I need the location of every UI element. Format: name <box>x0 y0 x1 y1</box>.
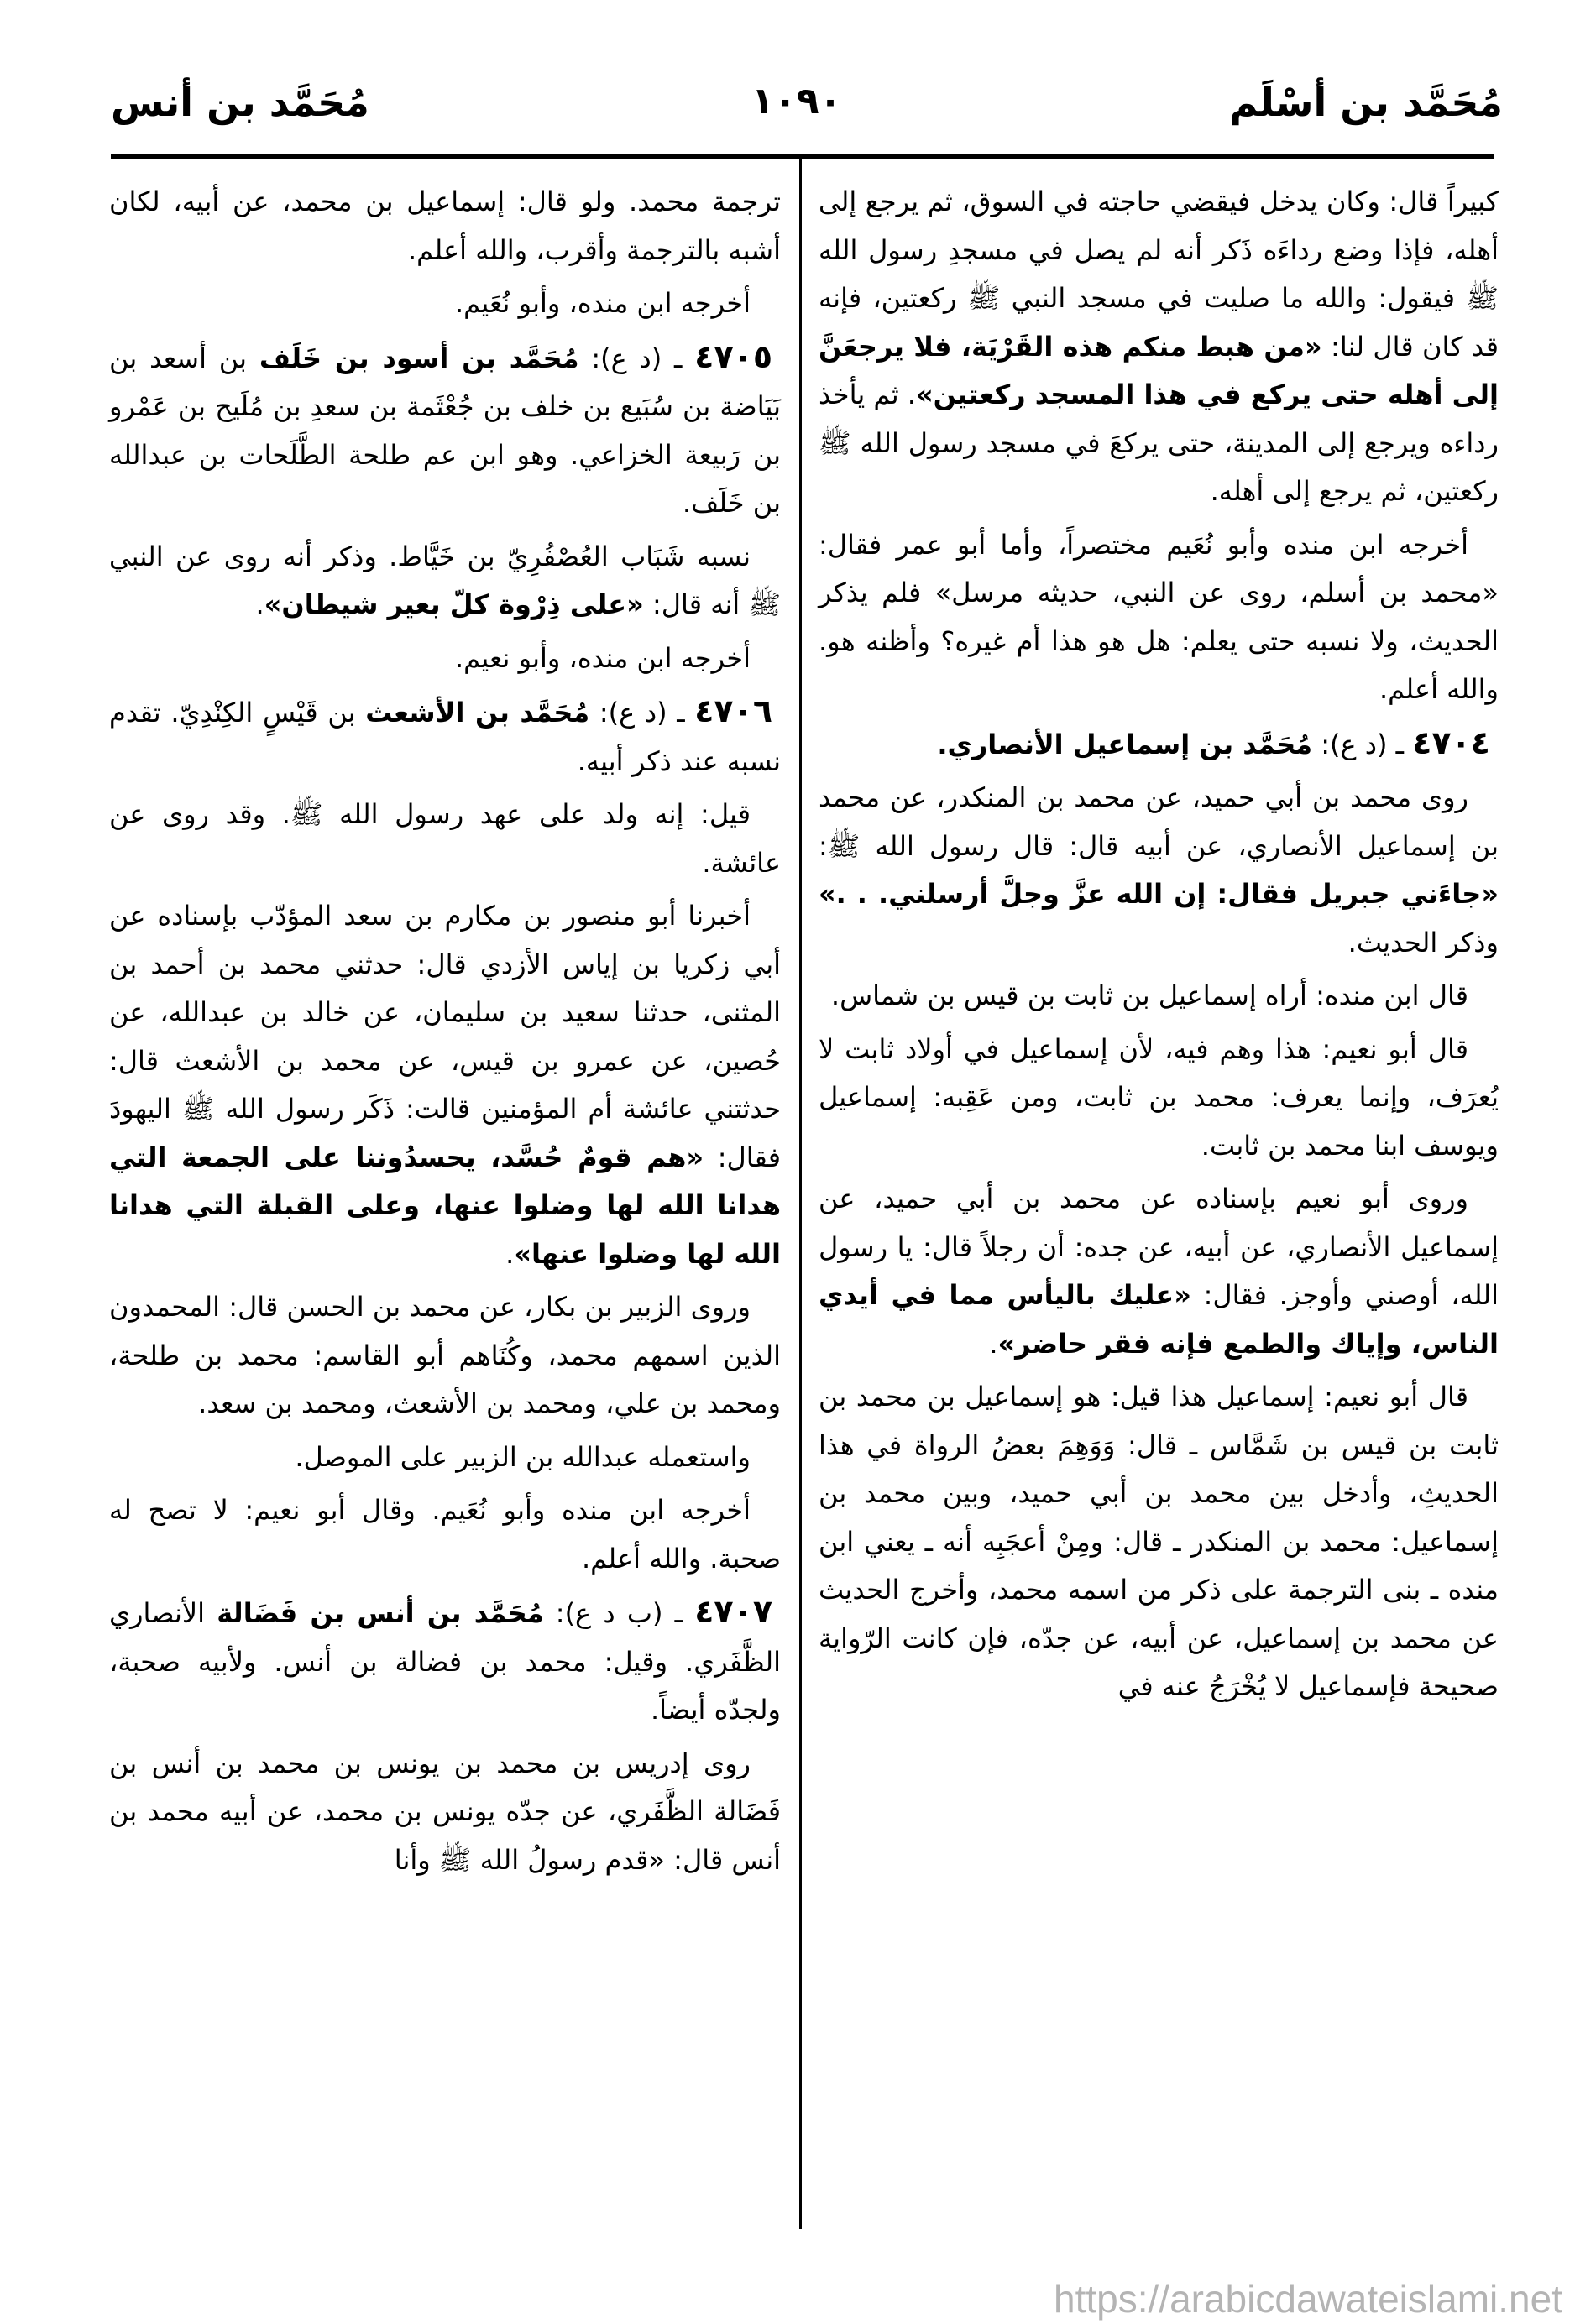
body-paragraph <box>109 533 781 629</box>
bold-text: مُحَمَّد بن أنس بن فَضَالة <box>217 1597 544 1629</box>
text-segment: ـ (د ع): <box>1312 728 1413 760</box>
body-paragraph <box>109 279 781 328</box>
left-column <box>109 178 781 1889</box>
text-segment: قال ابن منده: أراه إسماعيل بن ثابت بن قيس بن شماس. <box>830 979 1468 1011</box>
bold-text: «على ذِرْوة كلّ بعير شيطان» <box>264 588 644 620</box>
body-paragraph <box>819 1026 1499 1171</box>
entry-number: ٤٧٠٦ <box>694 692 773 729</box>
body-paragraph <box>819 972 1499 1021</box>
text-segment: ترجمة محمد. ولو قال: إسماعيل بن محمد، عن أبيه، لكان أشبه بالترجمة وأقرب، والله أعلم. <box>109 185 781 266</box>
text-segment: . <box>505 1237 515 1270</box>
text-segment: قيل: إنه ولد على عهد رسول الله ﷺ. وقد روى عن عائشة. <box>109 798 781 879</box>
body-paragraph <box>109 178 781 274</box>
text-segment: أخرجه ابن منده وأبو نُعَيم. وقال أبو نعيم: لا تصح له صحبة. والله أعلم. <box>109 1494 781 1575</box>
text-segment: وروى الزبير بن بكار، عن محمد بن الحسن قال: المحمدون الذين اسمهم محمد، وكُنَاهم أبو القاسم: محمد بن طلحة، ومحمد بن علي، ومحمد بن الأشعث، ومحمد بن سعد. <box>109 1291 781 1419</box>
text-segment: روى محمد بن أبي حميد، عن محمد بن المنكدر، عن محمد بن إسماعيل الأنصاري، عن أبيه قال: قال رسول الله ﷺ: <box>819 781 1499 862</box>
bold-text: مُحَمَّد بن الأشعث <box>365 697 590 729</box>
body-paragraph <box>109 1740 781 1885</box>
bold-text: «جاءَني جبريل فقال: إن الله عزَّ وجلَّ أرسلني. . .» <box>819 878 1499 910</box>
entry-number: ٤٧٠٥ <box>694 337 773 375</box>
text-segment: أخبرنا أبو منصور بن مكارم بن سعد المؤدّب بإسناده عن أبي زكريا بن إياس الأزدي قال: حدثني محمد بن أحمد بن المثنى، حدثنا سعيد بن سليمان، عن خالد بن عبدالله، عن حُصين، عن عمرو بن قيس، عن محمد بن الأشعث قال: حدثتني عائشة أم المؤمنين قالت: ذَكَر رسول الله ﷺ اليهودَ فقال: <box>109 900 782 1173</box>
right-column <box>819 178 1499 1716</box>
page-number: ١٠٩٠ <box>751 80 842 123</box>
text-segment: كبيراً قال: وكان يدخل فيقضي حاجته في السوق، ثم يرجع إلى أهله، فإذا وضع رداءَه ذَكر أنه لم يصل في مسجدِ رسول الله ﷺ فيقول: والله ما صليت في مسجد النبي ﷺ ركعتين، فإنه قد كان قال لنا: <box>819 185 1499 363</box>
body-paragraph <box>109 1434 781 1482</box>
text-segment: . <box>989 1327 998 1360</box>
body-paragraph <box>109 635 781 683</box>
text-segment: ـ (ب د ع): <box>543 1597 695 1629</box>
body-paragraph <box>819 521 1499 714</box>
entry-heading-paragraph <box>109 333 781 528</box>
text-segment: ـ (د ع): <box>578 342 695 374</box>
bold-text: مُحَمَّد بن أسود بن خَلَف <box>259 342 579 374</box>
text-segment: روى إدريس بن محمد بن يونس بن محمد بن أنس بن فَضَالة الظَّفَري، عن جدّه يونس بن محمد، عن أبيه محمد بن أنس قال: «قدم رسولُ الله ﷺ وأنا <box>109 1747 781 1876</box>
body-paragraph <box>819 1175 1499 1368</box>
entry-heading-paragraph <box>109 687 781 786</box>
text-segment: . <box>255 588 264 620</box>
entry-number: ٤٧٠٤ <box>1412 723 1490 761</box>
body-paragraph <box>109 1486 781 1583</box>
text-segment: ـ (د ع): <box>589 697 695 729</box>
text-segment: نسبه شَبَاب العُصْفُرِيّ بن خَيَّاط. وذكر أنه روى عن النبي ﷺ أنه قال: <box>109 540 781 620</box>
text-segment: واستعمله عبدالله بن الزبير على الموصل. <box>295 1440 751 1473</box>
text-segment: وذكر الحديث. <box>1347 926 1499 958</box>
body-paragraph <box>109 1283 781 1428</box>
column-divider <box>799 156 802 2229</box>
watermark-url[interactable]: https://arabicdawateislami.net <box>1054 2277 1562 2321</box>
body-paragraph <box>819 774 1499 967</box>
text-segment: . ثم يأخذ رداءه ويرجع إلى المدينة، حتى يركعَ في مسجد رسول الله ﷺ ركعتين، ثم يرجع إلى أهله. <box>818 379 1499 507</box>
bold-text: «من هبط منكم هذه القَرْيَة، فلا يرجعَنَّ إلى أهله حتى يركع في هذا المسجد ركعتين» <box>819 330 1499 410</box>
running-head-left: مُحَمَّد بن أنس <box>111 80 369 125</box>
text-segment: الأنصاري الظَّفَري. وقيل: محمد بن فضالة بن أنس. ولأبيه صحبة، ولجدّه أيضاً. <box>109 1597 781 1726</box>
body-paragraph <box>819 178 1499 516</box>
bold-text: «عليك باليأس مما في أيدي الناس، وإياك والطمع فإنه فقر حاضر» <box>819 1279 1499 1360</box>
text-segment: قال أبو نعيم: هذا وهم فيه، لأن إسماعيل في أولاد ثابت لا يُعرَف، وإنما يعرف: محمد بن ثابت، ومن عَقِبه: إسماعيل ويوسف ابنا محمد بن ثابت. <box>819 1032 1499 1162</box>
bold-text: «هم قومٌ حُسَّد، يحسدُوننا على الجمعة التي هدانا الله لها وضلوا عنها، وعلى القبلة التي هدانا الله لها وضلوا عنها» <box>109 1141 781 1270</box>
text-segment: بن قَيْسٍ الكِنْدِيّ. تقدم نسبه عند ذكر أبيه. <box>109 697 781 777</box>
body-paragraph <box>109 791 781 887</box>
entry-heading-paragraph <box>819 719 1499 770</box>
entry-heading-paragraph <box>109 1588 781 1735</box>
text-segment: بن أسعد بن بَيَاضة بن سُبَيع بن خلف بن جُعْثَمة بن سعدِ بن مُلَيح بن عَمْرو بن رَبيعة الخزاعي. وهو ابن عم طلحة الطَّلَحات بن عبدالله بن خَلَف. <box>109 342 781 519</box>
text-segment: أخرجه ابن منده، وأبو نُعَيم. <box>454 287 751 319</box>
body-paragraph <box>109 892 781 1278</box>
text-segment: أخرجه ابن منده، وأبو نعيم. <box>454 641 751 674</box>
text-segment: وروى أبو نعيم بإسناده عن محمد بن أبي حميد، عن إسماعيل الأنصاري، عن أبيه، عن جده: أن رجلاً قال: يا رسول الله، أوصني وأوجز. فقال: <box>819 1183 1499 1311</box>
text-segment: قال أبو نعيم: إسماعيل هذا قيل: هو إسماعيل بن محمد بن ثابت بن قيس بن شَمَّاس ـ قال: وَوَهِمَ بعضُ الرواة في هذا الحديثِ، وأدخل بين محمد بن أبي حميد، وبين محمد بن إسماعيل: محمد بن المنكدر ـ قال: ومِنْ أعجَبِه أنه ـ يعني ابن منده ـ بنى الترجمة على ذكر من اسمه محمد، وأخرج الحديث عن محمد بن إسماعيل، عن أبيه، عن جدّه، فإن كانت الرّواية صحيحة فإسماعيل لا يُخْرَجُ عنه في <box>819 1381 1499 1702</box>
body-paragraph <box>819 1373 1499 1711</box>
running-head-right: مُحَمَّد بن أسْلَم <box>1229 80 1503 125</box>
text-segment: أخرجه ابن منده وأبو نُعَيم مختصراً، وأما أبو عمر فقال: «محمد بن أسلم، روى عن النبي، حديثه مرسل» فلم يذكر الحديث، ولا نسبه حتى يعلم: هل هو هذا أم غيره؟ وأظنه هو. والله أعلم. <box>819 528 1499 705</box>
bold-text: مُحَمَّد بن إسماعيل الأنصاري. <box>937 728 1313 760</box>
entry-number: ٤٧٠٧ <box>694 1593 773 1630</box>
header-rule <box>111 154 1494 159</box>
